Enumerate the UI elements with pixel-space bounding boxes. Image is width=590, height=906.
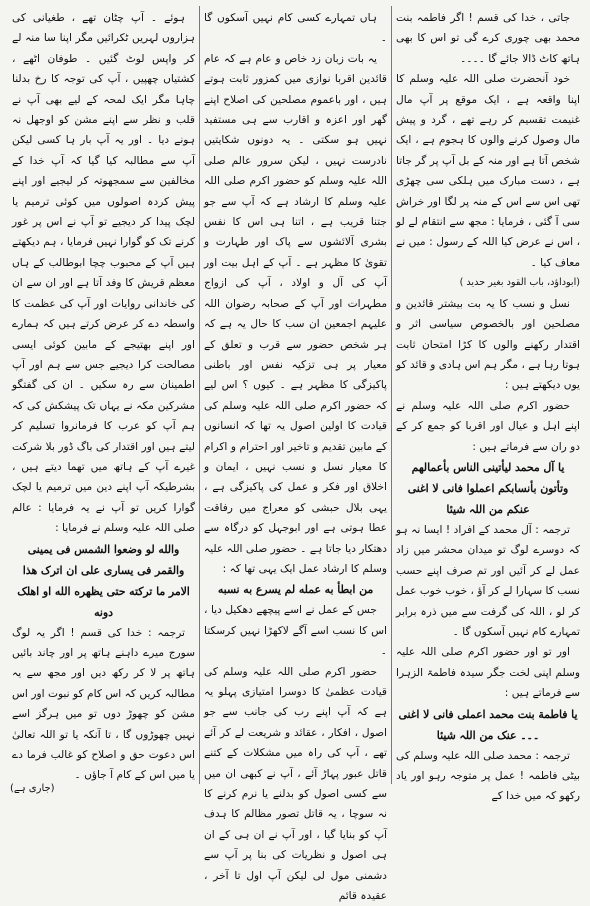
column-right	[392, 6, 584, 803]
paragraph: ترجمہ : محمد صلی اللہ علیہ وسلم کی بیٹی فاطمہ ! عمل پر متوجہ رہو اور یاد رکھو کہ میں خدا کے	[396, 749, 580, 803]
continued-note: (جاری ہے)	[10, 783, 55, 794]
paragraph: خود آنحضرت صلی اللہ علیہ وسلم کا اپنا واقعہ ہے ، ایک موقع پر آپ مال غنیمت تقسیم کر رہے تھے ، گرد و پیش مال وصول کرنے والوں کا ہجوم ہے ، ایک شخص آتا ہے اور منہ کے بل آپ پر گر جاتا ہے ، دست مبارک میں ہلکی سی چھڑی تھی اس سے اس کے منہ پر لگا اور خراش سی آ گئی ، فرمایا : مجھ سے انتقام لے لو ، اس نے عرض کیا اللہ کے رسول : میں نے معاف کیا ۔	[396, 73, 580, 269]
paragraph: ترجمہ : خدا کی قسم ! اگر یہ لوگ سورج میرے داہنے ہاتھ پر اور چاند بائیں ہاتھ پر لا کر رکھ دیں اور مجھ سے یہ مطالبہ کریں کہ اس کام کو نبوت اور اس مشن کو چھوڑ دوں تو میں ہرگز اسے نہیں چھوڑوں گا ، تا آنکہ یا تو اللہ تعالیٰ اس دعوت حق و اصلاح کو غالب فرما دے یا میں اس کے کام آ جاؤں ۔	[12, 626, 195, 782]
paragraph: اور تو اور حضور اکرم صلی اللہ علیہ وسلم اپنی لخت جگر سیدہ فاطمۃ الزہرا سے فرماتے ہیں :	[396, 646, 580, 700]
paragraph: نسل و نسب کا یہ بت بیشتر قائدین و مصلحین اور بالخصوص سیاسی اثر و اقتدار رکھنے والوں کا کڑا امتحان ثابت ہوتا رہا ہے ، مگر ہم اس ہادی و قائد کو یوں دیکھتے ہیں :	[396, 297, 580, 392]
paragraph: یہ بات زبان زد خاص و عام ہے کہ عام قائدین اقربا نوازی میں کمزور ثابت ہوتے ہیں ، اور باعموم مصلحین کی اصلاح اپنے گھر اور اعزہ و اقارب سے ہی مستفید نہیں ہو سکتی ۔ یہ دونوں شکایتیں نادرست نہیں ، لیکن سرور عالم صلی اللہ علیہ وسلم کو حضور اکرم صلی اللہ علیہ وسلم کا ارشاد ہے کہ آپ سے جو جتنا قریب ہے ، اتنا ہی اس کا نفس بشری آلائشوں سے پاک اور طہارت و تقویٰ کا مظہر ہے ۔ آپ کے اہل بیت اور آپ کی آل و اولاد ، آپ کی ازواج مطہرات اور آپ کے صحابہ رضوان اللہ علیہم اجمعین ان سب کا حال یہ ہے کہ ہر شخص حضور سے قرب و تعلق کے معیار پر ہی تزکیہ نفس اور باطنی پاکیزگی کا مظہر ہے ۔ کیوں ؟ اس لیے کہ حضور اکرم صلی اللہ علیہ وسلم کی قیادت کا اولین اصول یہ تھا کہ انسانوں کے مابین تقدیم و تاخیر اور احترام و اکرام کا معیار نسل و نسب نہیں ، ایمان و اخلاق اور فکر و عمل کی پاکیزگی ہے ، یہی بلال حبشی کو معراج میں رفاقت عطا ہوتی ہے اور ابوجہل کو درگاہ سے دھتکار دیا جاتا ہے ۔ حضور صلی اللہ علیہ وسلم کا ارشاد عمل ایک یہی تھا کہ :	[204, 52, 387, 575]
citation: (ابوداؤد، باب القود بغیر حدید )	[459, 277, 580, 289]
paragraph: ہاں تمہارے کسی کام نہیں آسکوں گا ۔	[204, 12, 387, 45]
paragraph: حضور اکرم صلی اللہ علیہ وسلم نے اپنے اہل و عیال اور اقربا کو جمع کر کے دو ران سے فرماتے ہیں :	[396, 399, 580, 453]
paragraph: ترجمہ : آل محمد کے افراد ! ایسا نہ ہو کہ دوسرے لوگ تو میدان محشر میں زاد عمل لے کر آئیں اور تم صرف اپنے حسب نسب کا سہارا لے کر آؤ ، خوب خوب عمل کر لو ، اللہ کی گرفت سے میں ذرہ برابر تمہارے کام نہیں آسکوں گا ۔	[395, 523, 580, 638]
column-middle	[200, 6, 392, 903]
arabic-quote: والله لو وضعوا الشمس فی یمینی والقمر فی یساری علی ان اترک هذا الامر ما ترکته حتی یظهره الله او اهلک دونه	[17, 542, 190, 619]
paragraph: جس کے عمل نے اسے پیچھے دھکیل دیا ، اس کا نسب اسے آگے لاکھڑا نہیں کرسکتا ۔	[204, 604, 387, 658]
arabic-quote: من ابطأ به عمله لم يسرع به نسبه	[217, 583, 374, 597]
arabic-quote: یا فاطمة بنت محمد اعملی فانی لا اغنی ۔۔۔ عنک من اللہ شیئا	[398, 707, 578, 742]
arabic-quote: یا آل محمد لیأتینی الناس بأعمالهم وتأتون بأنسابكم اعملوا فانی لا اغنی عنکم من اللہ شیئا	[407, 460, 569, 516]
paragraph: ہوئے ۔ آپ چٹان تھے ، طغیانی کی ہزاروں لہریں ٹکرائیں مگر اپنا سا منہ لے کر واپس لوٹ گئیں ۔ طوفان اٹھے ، کشتیاں چھپیں ، آپ کی توجہ کا رخ بدلنا چاہا مگر ایک لمحہ کے لیے بھی آپ نے قلب و نظر سے اپنے مشن کو اوجھل نہ ہونے دیا ۔ اور یہ آپ بار ہا کسی لیکن آپ سے مطالبہ کیا گیا کہ آپ خدا کے مخالفین سے سمجھوتہ کر لیجیے اور اپنے پیش کردہ اصولوں میں کوئی ترمیم یا لچک پیدا کر دیجیے تو آپ نے اس پر غور کرنے تک کو گوارا نہیں فرمایا ، ہم دیکھتے ہیں آپ کے محبوب چچا ابوطالب کے ہاں معظم قریش کا وفد آتا ہے اور ان سے ان کی خاندانی روایات اور آپ کی عظمت کا واسطہ دے کر عرض کرتے ہیں کہ ہمارے اور اپنے بھتیجے کے مابین کوئی ایسی مصالحت کرا دیجیے جس سے ہم اور آپ اطمینان سے رہ سکیں ۔ ان کی گفتگو مشرکین مکہ نے یہاں تک پیشکش کی کہ ہم آپ کو عرب کا فرمانروا تسلیم کر لیتے ہیں اور اقتدار کی باگ ڈور بلا شرکت غیرے آپ کے ہاتھ میں تھما دیتے ہیں ، بشرطیکہ آپ اپنے دین میں ترمیم یا لچک گوارا کریں تو آپ نے یہ فرمایا : عالم صلی اللہ علیہ وسلم نے فرمایا :	[12, 12, 195, 535]
column-left	[8, 6, 200, 784]
paragraph: جاتی ، خدا کی قسم ! اگر فاطمہ بنت محمد بھی چوری کرے گی تو اس کا بھی ہاتھ کاٹ ڈالا جائے گا ۔۔۔۔	[396, 12, 580, 65]
paragraph: حضور اکرم صلی اللہ علیہ وسلم کی قیادت عظمیٰ کا دوسرا امتیازی پہلو یہ ہے کہ آپ اپنے رب کی جانب سے جو اصول ، افکار ، عقائد و شریعت لے کر آئے تھے ، آپ کی راہ میں مشکلات کے کتنے قاتل عبور پہاڑ آئے ، آپ نے کبھی ان میں سے کسی اصول کو بدلنے یا نرم کرنے کا نہ سوچا ، یہ قاتل تصور مظالم کا ہدف آپ کو بنایا گیا ، اور آپ نے ان ہی کے ان ہی اصول و نظریات کی بنا پر آپ سے دشمنی مول لی لیکن آپ اول تا آخر ، عقیدہ قائم	[204, 665, 387, 903]
